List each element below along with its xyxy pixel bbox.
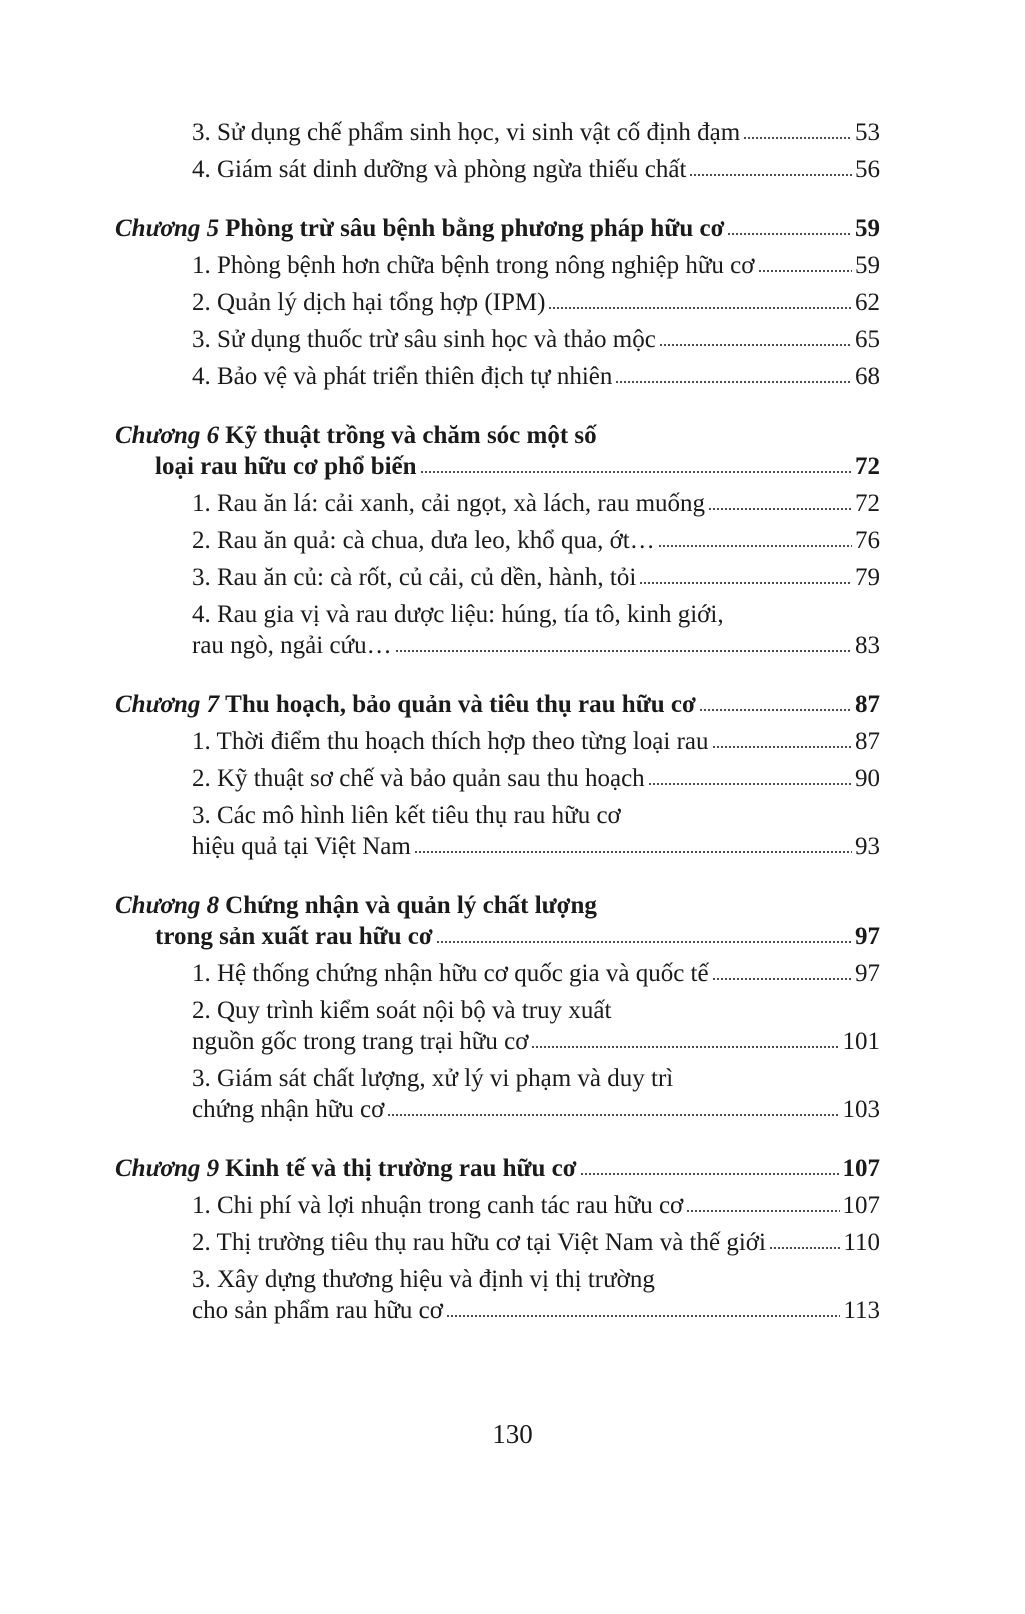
dot-leader <box>648 782 852 786</box>
chapter-heading[interactable] <box>115 1153 880 1190</box>
toc-chapter <box>115 689 880 868</box>
dot-leader <box>758 269 853 273</box>
toc-item-line <box>192 800 880 831</box>
page-ref: 93 <box>855 833 880 860</box>
dot-leader <box>743 136 852 140</box>
dot-leader <box>708 507 852 511</box>
chapter-title: Kỹ thuật trồng và chăm sóc một số <box>225 422 597 449</box>
toc-item[interactable] <box>115 800 880 868</box>
toc-chapter <box>115 213 880 398</box>
toc-item[interactable] <box>115 763 880 800</box>
toc-item-text: nguồn gốc trong trang trại hữu cơ <box>192 1028 529 1055</box>
dot-leader <box>420 470 852 474</box>
dot-leader <box>387 1113 839 1117</box>
toc-item-text: 3. Xây dựng thương hiệu và định vị thị trường <box>192 1266 655 1293</box>
toc-item-text: 4. Giám sát dinh dưỡng và phòng ngừa thiếu chất <box>192 156 687 183</box>
toc-item[interactable] <box>115 1063 880 1131</box>
page-ref: 72 <box>855 453 880 480</box>
toc-item-line <box>192 1264 880 1295</box>
dot-leader <box>395 649 852 653</box>
dot-leader <box>769 1246 840 1250</box>
chapter-label: Chương 6 <box>115 422 220 449</box>
page-ref: 72 <box>855 490 880 517</box>
toc-item[interactable] <box>115 995 880 1063</box>
dot-leader <box>699 708 852 712</box>
dot-leader <box>615 380 852 384</box>
page-ref: 110 <box>843 1229 880 1256</box>
page-ref: 107 <box>842 1192 880 1219</box>
toc-item-line <box>192 250 880 281</box>
toc-item-line <box>192 1295 880 1326</box>
dot-leader <box>580 1172 840 1176</box>
chapter-label: Chương 9 <box>115 1155 220 1182</box>
toc-item-text: 1. Rau ăn lá: cải xanh, cải ngọt, xà lách, rau muống <box>192 490 706 517</box>
toc-item-text: 4. Bảo vệ và phát triển thiên địch tự nhiên <box>192 363 613 390</box>
toc-item-line <box>192 1190 880 1221</box>
toc-item-text: chứng nhận hữu cơ <box>192 1096 385 1123</box>
toc-item-line <box>192 287 880 318</box>
chapter-label: Chương 7 <box>115 691 220 718</box>
chapter-heading-line <box>115 921 880 952</box>
toc-item-line <box>192 154 880 185</box>
toc-item-text: hiệu quả tại Việt Nam <box>192 833 411 860</box>
toc-item-line <box>192 1063 880 1094</box>
toc-item-text: 2. Quản lý dịch hại tổng hợp (IPM) <box>192 289 546 316</box>
toc-item[interactable] <box>115 958 880 995</box>
toc-item-text: 3. Sử dụng chế phẩm sinh học, vi sinh vật cố định đạm <box>192 119 741 146</box>
page-ref: 62 <box>855 289 880 316</box>
toc-item-line <box>192 1026 880 1057</box>
dot-leader <box>548 306 852 310</box>
chapter-heading-line <box>115 689 880 720</box>
toc-item-text: 3. Các mô hình liên kết tiêu thụ rau hữu cơ <box>192 802 621 829</box>
page-ref: 76 <box>855 527 880 554</box>
toc-item-line <box>192 726 880 757</box>
toc-item-text: 2. Kỹ thuật sơ chế và bảo quản sau thu hoạch <box>192 765 645 792</box>
page-ref: 90 <box>855 765 880 792</box>
toc-item-text: cho sản phẩm rau hữu cơ <box>192 1297 444 1324</box>
toc-item-line <box>192 958 880 989</box>
dot-leader <box>727 232 852 236</box>
dot-leader <box>436 940 852 944</box>
page-ref: 53 <box>855 119 880 146</box>
toc-chapter <box>115 1153 880 1332</box>
dot-leader <box>639 581 852 585</box>
toc-item[interactable] <box>115 1264 880 1332</box>
toc-item[interactable] <box>115 117 880 154</box>
page-ref: 59 <box>855 252 880 279</box>
chapter-title: Phòng trừ sâu bệnh bằng phương pháp hữu cơ <box>225 215 725 242</box>
toc-item-line <box>192 117 880 148</box>
dot-leader <box>531 1045 839 1049</box>
dot-leader <box>689 173 852 177</box>
page-ref: 59 <box>855 215 880 242</box>
chapter-heading[interactable] <box>115 213 880 250</box>
toc-item-line <box>192 630 880 661</box>
toc-chapter <box>115 117 880 191</box>
page-ref: 107 <box>842 1155 880 1182</box>
chapter-title: trong sản xuất rau hữu cơ <box>155 923 433 950</box>
chapter-title: Kinh tế và thị trường rau hữu cơ <box>225 1155 577 1182</box>
toc-item[interactable] <box>115 154 880 191</box>
dot-leader <box>712 745 852 749</box>
toc-chapter <box>115 890 880 1131</box>
toc-item-text: 2. Quy trình kiểm soát nội bộ và truy xuất <box>192 997 612 1024</box>
table-of-contents <box>115 117 880 1354</box>
toc-item-line <box>192 525 880 556</box>
chapter-label: Chương 8 <box>115 892 220 919</box>
page-ref: 87 <box>855 691 880 718</box>
toc-item[interactable] <box>115 726 880 763</box>
chapter-heading-line <box>115 451 880 482</box>
toc-item-text: 2. Thị trường tiêu thụ rau hữu cơ tại Việt Nam và thế giới <box>192 1229 766 1256</box>
page-ref: 56 <box>855 156 880 183</box>
toc-item-text: 1. Phòng bệnh hơn chữa bệnh trong nông nghiệp hữu cơ <box>192 252 755 279</box>
chapter-heading[interactable] <box>115 689 880 726</box>
dot-leader <box>712 977 852 981</box>
toc-item[interactable] <box>115 562 880 599</box>
toc-item-line <box>192 1227 880 1258</box>
chapter-title: loại rau hữu cơ phổ biến <box>155 453 417 480</box>
page-ref: 103 <box>842 1096 880 1123</box>
toc-item-text: 2. Rau ăn quả: cà chua, dưa leo, khổ qua, ớt… <box>192 527 655 554</box>
toc-item-line <box>192 763 880 794</box>
toc-item-text: 3. Giám sát chất lượng, xử lý vi phạm và duy trì <box>192 1065 674 1092</box>
chapter-heading-line <box>115 890 880 921</box>
toc-item-line <box>192 361 880 392</box>
dot-leader <box>414 850 852 854</box>
toc-item-line <box>192 995 880 1026</box>
page-number: 130 <box>492 1419 533 1449</box>
dot-leader <box>658 544 852 548</box>
page-ref: 113 <box>843 1297 880 1324</box>
toc-item[interactable] <box>115 287 880 324</box>
toc-item-line <box>192 1094 880 1125</box>
toc-item-text: 1. Hệ thống chứng nhận hữu cơ quốc gia và quốc tế <box>192 960 709 987</box>
toc-item-line <box>192 562 880 593</box>
page-ref: 68 <box>855 363 880 390</box>
toc-item[interactable] <box>115 525 880 562</box>
chapter-heading-line <box>115 420 880 451</box>
toc-item-text: 4. Rau gia vị và rau dược liệu: húng, tía tô, kinh giới, <box>192 601 724 628</box>
toc-item-line <box>192 831 880 862</box>
toc-item-line <box>192 488 880 519</box>
dot-leader <box>686 1209 839 1213</box>
toc-item-text: 1. Thời điểm thu hoạch thích hợp theo từng loại rau <box>192 728 709 755</box>
dot-leader <box>446 1314 840 1318</box>
chapter-heading-line <box>115 213 880 244</box>
toc-item[interactable] <box>115 599 880 667</box>
page-ref: 65 <box>855 326 880 353</box>
page-ref: 83 <box>855 632 880 659</box>
chapter-title: Chứng nhận và quản lý chất lượng <box>225 892 597 919</box>
page-ref: 101 <box>842 1028 880 1055</box>
toc-item[interactable] <box>115 1190 880 1227</box>
toc-item-text: 3. Sử dụng thuốc trừ sâu sinh học và thảo mộc <box>192 326 656 353</box>
chapter-title: Thu hoạch, bảo quản và tiêu thụ rau hữu cơ <box>225 691 696 718</box>
toc-chapter <box>115 420 880 667</box>
chapter-label: Chương 5 <box>115 215 220 242</box>
toc-item[interactable] <box>115 488 880 525</box>
toc-item-text: 1. Chi phí và lợi nhuận trong canh tác rau hữu cơ <box>192 1192 684 1219</box>
toc-item-text: 3. Rau ăn củ: cà rốt, củ cải, củ dền, hành, tỏi <box>192 564 637 591</box>
toc-item[interactable] <box>115 361 880 398</box>
page-ref: 87 <box>855 728 880 755</box>
toc-item[interactable] <box>115 250 880 287</box>
page-ref: 79 <box>855 564 880 591</box>
toc-item[interactable] <box>115 324 880 361</box>
toc-item-text: rau ngò, ngải cứu… <box>192 632 392 659</box>
dot-leader <box>659 343 852 347</box>
chapter-heading[interactable] <box>115 420 880 488</box>
toc-item-line <box>192 324 880 355</box>
page-ref: 97 <box>855 923 880 950</box>
chapter-heading[interactable] <box>115 890 880 958</box>
toc-item[interactable] <box>115 1227 880 1264</box>
toc-item-line <box>192 599 880 630</box>
chapter-heading-line <box>115 1153 880 1184</box>
page-ref: 97 <box>855 960 880 987</box>
